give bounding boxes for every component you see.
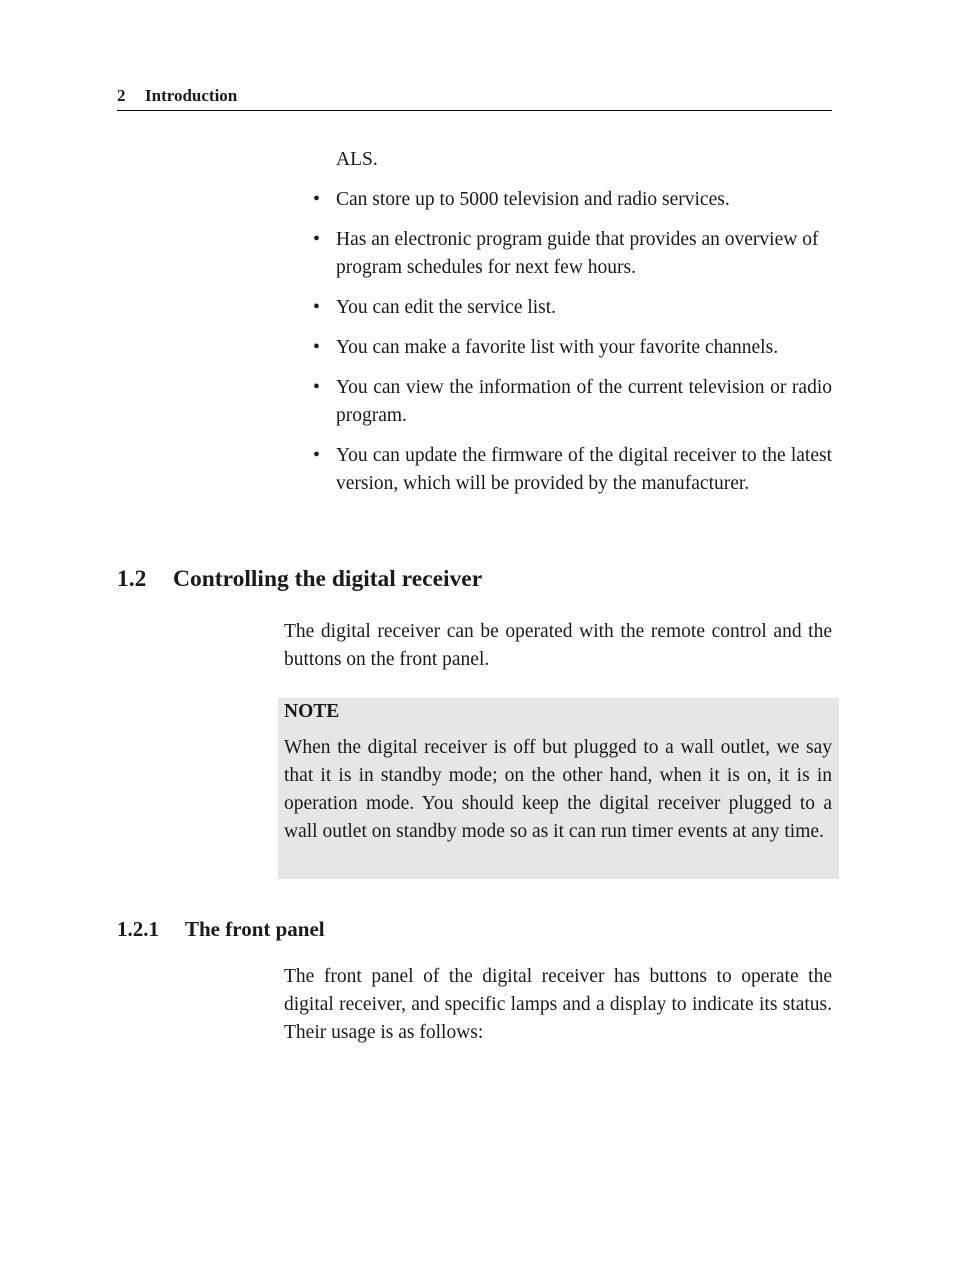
bullet-icon: • [313,297,320,318]
note-text: When the digital receiver is off but plugged to a wall outlet, we say that it is in standby mode; on the other hand, when it is on, it is in operation mode. You should keep the digital receiver plugged to a wall outlet on standby mode so as it can run timer events at any time. [284,737,832,842]
list-item [313,442,859,498]
bullet-icon: • [313,445,320,466]
chapter-title: Introduction [145,86,238,105]
list-item [313,334,859,362]
list-continuation: ALS. [336,149,378,170]
list-item [313,294,859,322]
list-item [313,226,859,282]
subsection-title: The front panel [185,917,325,941]
subsection-number: 1.2.1 [117,917,159,941]
list-item-text: Has an electronic program guide that provides an overview of program schedules for next few hours. [336,229,819,278]
section-heading [117,566,482,593]
bullet-icon: • [313,229,320,250]
subsection-heading [117,917,325,942]
feature-list [313,146,859,510]
page-number: 2 [117,86,126,105]
list-item-text: You can update the firmware of the digital receiver to the latest version, which will be provided by the manufacturer. [336,445,832,494]
bullet-icon: • [313,189,320,210]
section-title: Controlling the digital receiver [173,566,483,592]
list-item-text: Can store up to 5000 television and radio services. [336,189,730,210]
note-title: NOTE [284,701,340,722]
list-item [313,186,859,214]
bullet-icon: • [313,377,320,398]
list-item-text: You can edit the service list. [336,297,557,318]
section-number: 1.2 [117,566,147,592]
list-item [313,374,859,430]
section-paragraph: The digital receiver can be operated with the remote control and the buttons on the front panel. [284,621,832,670]
subsection-paragraph: The front panel of the digital receiver has buttons to operate the digital receiver, and specific lamps and a display to indicate its status. Their usage is as follows: [284,966,832,1043]
note-box [278,698,839,879]
list-item-text: You can make a favorite list with your favorite channels. [336,337,779,358]
list-item-text: You can view the information of the current television or radio program. [336,377,832,426]
bullet-icon: • [313,337,320,358]
running-header [117,86,832,111]
